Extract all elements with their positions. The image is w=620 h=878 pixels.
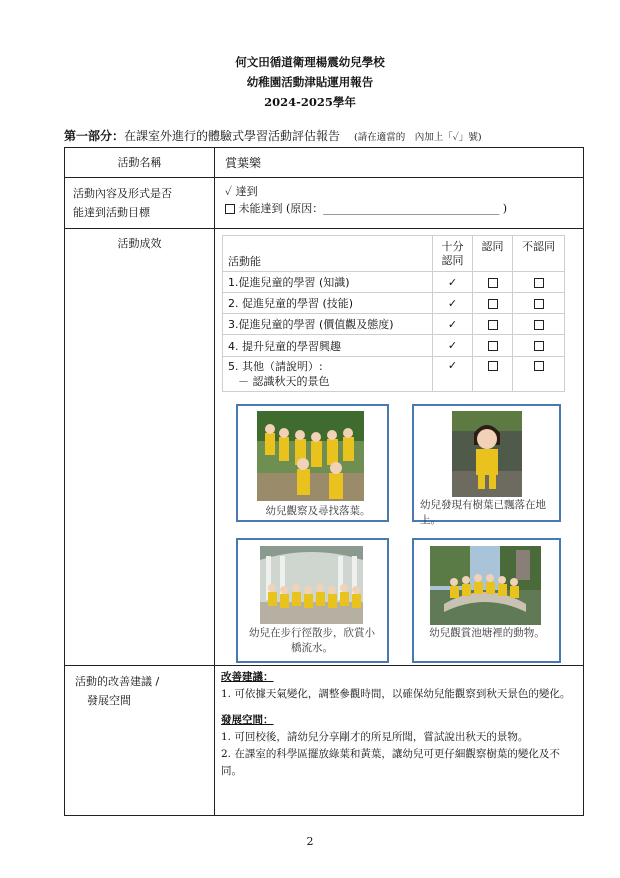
rating-checkbox	[534, 341, 544, 351]
rating-checkbox	[488, 299, 498, 309]
goal-achieved: ✓ 達到	[225, 185, 258, 198]
photo-frame-2	[412, 404, 561, 526]
rating-row	[223, 272, 565, 293]
rating-item: 2. 促進兒童的學習 (技能)	[223, 293, 433, 314]
photo-frame-4	[412, 538, 561, 663]
rating-col-agree: 認同	[473, 236, 513, 272]
rating-row	[223, 357, 565, 392]
photo-frame-3	[236, 538, 389, 663]
rating-checkbox	[534, 278, 544, 288]
rating-checkbox	[488, 320, 498, 330]
rating-row	[223, 335, 565, 357]
activity-name-label: 活動名稱	[117, 156, 162, 169]
rating-col-disagree: 不認同	[513, 236, 565, 272]
rating-item: 4. 提升兒童的學習興趣	[223, 335, 433, 357]
school-year: 2024-2025學年	[264, 95, 356, 109]
activity-name-value: 賞葉樂	[225, 156, 262, 170]
report-title: 幼稚園活動津貼運用報告	[246, 75, 374, 89]
improve-heading: 改善建議：	[221, 671, 274, 683]
improvement-content	[215, 666, 583, 788]
rating-table	[222, 235, 565, 392]
photo-children-finding-leaves	[257, 411, 364, 501]
goal-label-line1: 活動內容及形式是否	[73, 187, 172, 200]
improve-text: 1. 可依據天氣變化，調整參觀時間，以確保幼兒能觀察到秋天景色的變化。	[221, 688, 571, 700]
rating-check: ✓	[433, 314, 473, 335]
page-number: 2	[306, 835, 314, 848]
photo-caption-4: 幼兒觀賞池塘裡的動物。	[429, 627, 545, 639]
goal-label-line2: 能達到活動目標	[73, 206, 150, 219]
rating-row	[223, 293, 565, 314]
rating-checkbox	[534, 299, 544, 309]
rating-item: 3.促進兒童的學習 (價值觀及態度)	[223, 314, 433, 335]
development-text-2: 2. 在課室的科學區擺放綠葉和黃葉，讓幼兒可更仔細觀察樹葉的變化及不同。	[221, 748, 560, 777]
photo-caption-3: 幼兒在步行徑散步，欣賞小橋流水。	[249, 627, 375, 654]
improve-label-line2: 發展空間	[87, 694, 131, 707]
photo-child-fallen-leaves	[452, 411, 522, 497]
rating-item: 5. 其他（請說明）:	[228, 360, 323, 373]
photo-caption-1: 幼兒觀察及尋找落葉。	[265, 505, 371, 517]
rating-checkbox	[534, 361, 544, 371]
goal-not-achieved-checkbox	[225, 204, 235, 214]
rating-check: ✓	[433, 335, 473, 357]
goal-not-achieved-row	[225, 200, 573, 217]
rating-checkbox	[534, 320, 544, 330]
rating-item: 1.促進兒童的學習 (知識)	[223, 272, 433, 293]
rating-check: ✓	[433, 357, 473, 392]
rating-checkbox	[488, 278, 498, 288]
rating-row	[223, 314, 565, 335]
photo-caption-2: 幼兒發現有樹葉已飄落在地上。	[420, 499, 546, 526]
section-label: 第一部分：	[64, 129, 125, 143]
report-header	[0, 52, 620, 112]
rating-col-strong: 十分 認同	[433, 236, 473, 272]
rating-checkbox	[488, 341, 498, 351]
rating-col-item: 活動能	[223, 236, 433, 272]
photo-walkway-stroll	[260, 546, 363, 624]
rating-check: ✓	[433, 293, 473, 314]
development-heading: 發展空間：	[221, 714, 274, 726]
rating-checkbox	[488, 361, 498, 371]
photo-pond-animals	[430, 546, 541, 625]
goal-not-achieved: 未能達到 (原因：________________________________ )	[238, 202, 508, 215]
improve-label-line1: 活動的改善建議 /	[75, 675, 160, 688]
result-label: 活動成效	[117, 237, 162, 250]
photo-gallery	[215, 392, 583, 656]
section-heading	[64, 127, 482, 144]
school-name: 何文田循道衛理楊震幼兒學校	[235, 55, 385, 69]
rating-other-detail: － 認識秋天的景色	[238, 375, 330, 388]
section-title: 在課室外進行的體驗式學習活動評估報告	[124, 129, 341, 143]
rating-check: ✓	[433, 272, 473, 293]
section-hint: (請在適當的 內加上「✓」號)	[354, 132, 482, 143]
photo-frame-1	[236, 404, 389, 522]
development-text-1: 1. 可回校後，請幼兒分享剛才的所見所聞，嘗試說出秋天的景物。	[221, 731, 529, 743]
evaluation-table	[64, 147, 584, 816]
